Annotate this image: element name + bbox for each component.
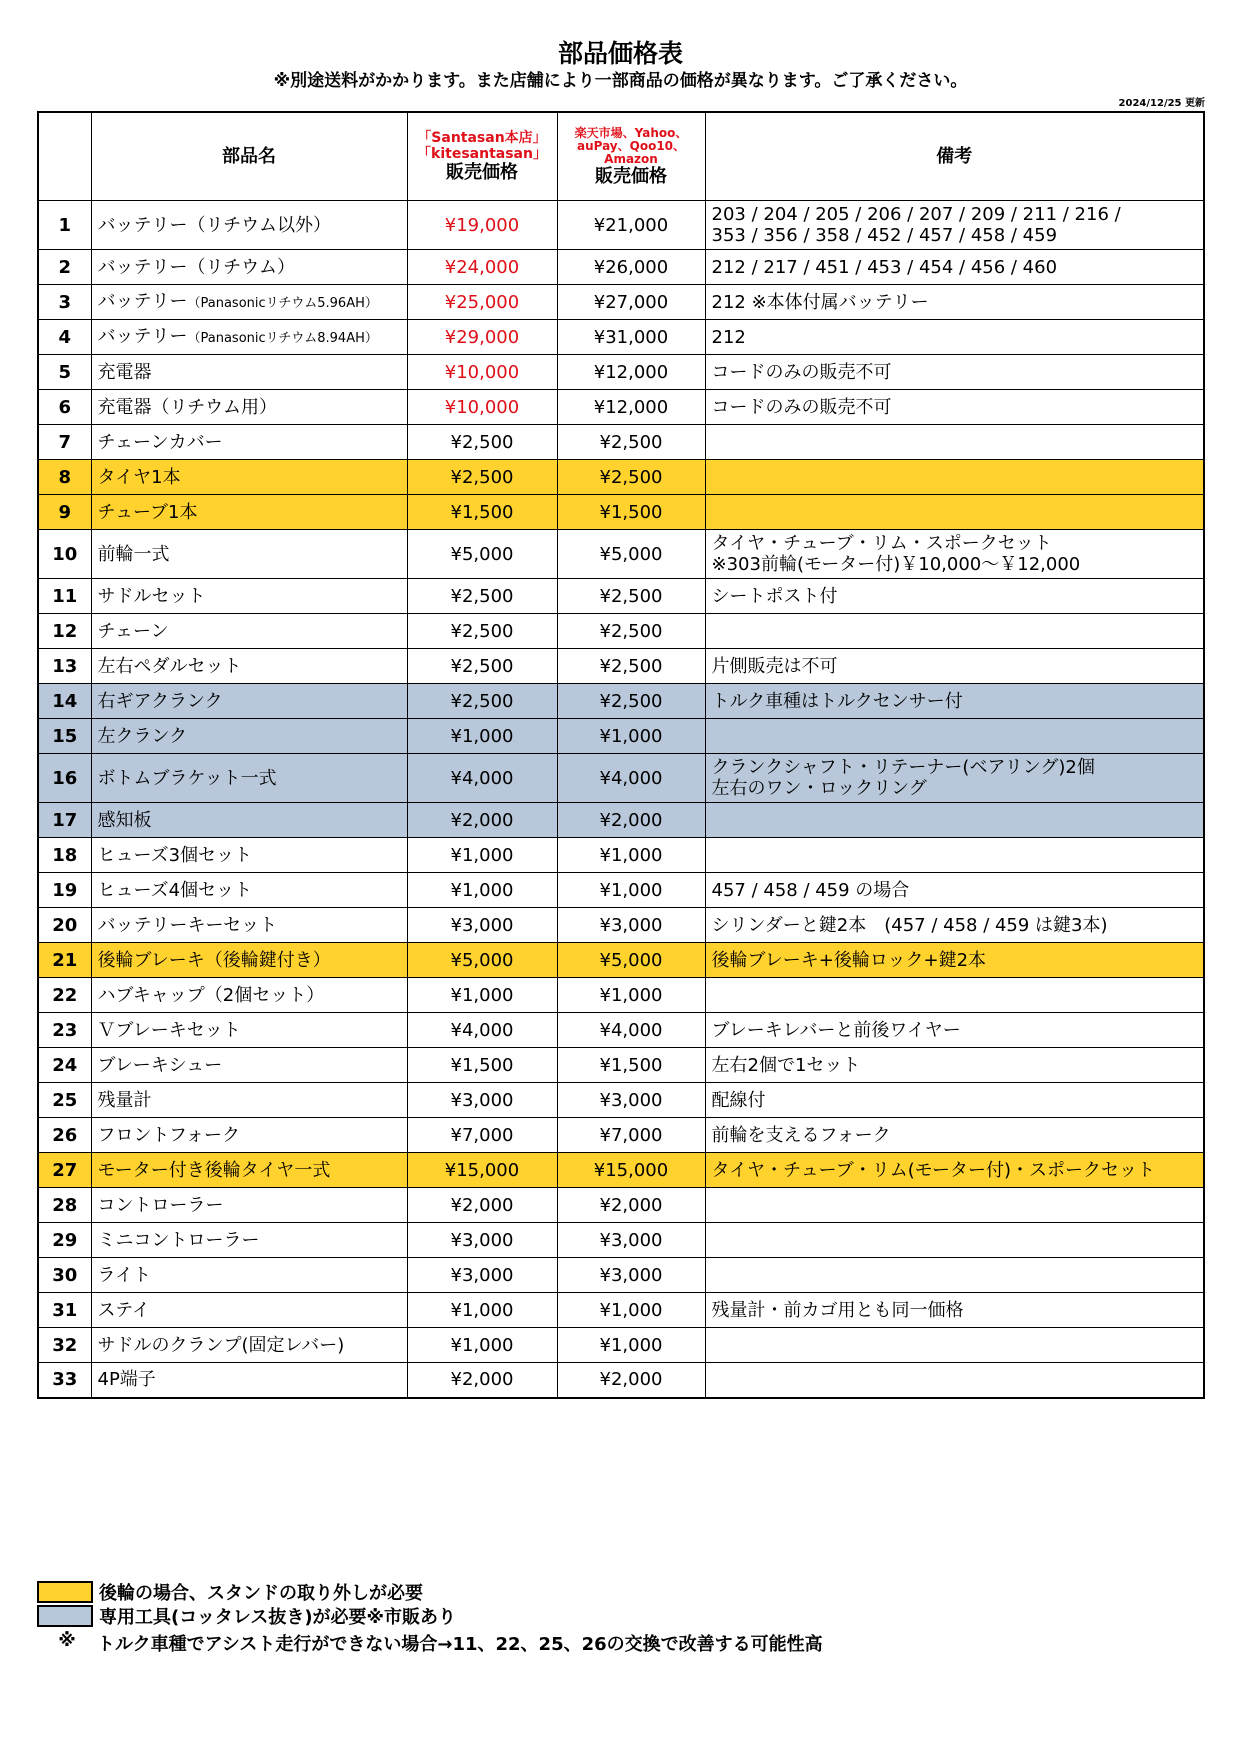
mall-price: ¥1,000 — [557, 978, 705, 1013]
part-name-detail: （Panasonicリチウム8.94AH） — [187, 330, 378, 346]
store-price: ¥10,000 — [407, 390, 557, 425]
part-name — [91, 1153, 407, 1188]
note-cell — [705, 1258, 1204, 1293]
note-cell — [705, 1013, 1204, 1048]
row-number: 20 — [38, 908, 91, 943]
part-name — [91, 495, 407, 530]
store-price: ¥24,000 — [407, 250, 557, 285]
note-line: ※303前輪(モーター付)￥10,000～￥12,000 — [711, 554, 1081, 575]
store-price: ¥1,500 — [407, 1048, 557, 1083]
part-name — [91, 649, 407, 684]
part-name-text: バッテリー — [97, 325, 188, 347]
table-row — [38, 908, 1204, 943]
mall-price: ¥3,000 — [557, 1258, 705, 1293]
part-name — [91, 1258, 407, 1293]
part-name — [91, 1048, 407, 1083]
note-cell — [705, 943, 1204, 978]
note-line: クランクシャフト・リテーナー(ベアリング)2個 — [711, 757, 1095, 778]
row-number: 9 — [38, 495, 91, 530]
table-row — [38, 1328, 1204, 1363]
note-line: 212 ※本体付属バッテリー — [711, 291, 929, 313]
note-line: シートポスト付 — [711, 585, 838, 607]
note-cell — [705, 1328, 1204, 1363]
note-cell — [705, 754, 1204, 803]
part-name-text: バッテリー — [97, 290, 188, 312]
row-number: 17 — [38, 803, 91, 838]
legend-note — [37, 1630, 823, 1656]
note-line: シリンダーと鍵2本 (457 / 458 / 459 は鍵3本) — [711, 914, 1108, 936]
store-price: ¥2,000 — [407, 1363, 557, 1398]
row-number: 3 — [38, 285, 91, 320]
part-name-text: 4P端子 — [97, 1369, 156, 1391]
row-number: 11 — [38, 579, 91, 614]
note-mark: ※ — [58, 1630, 76, 1651]
row-number: 22 — [38, 978, 91, 1013]
table-row — [38, 614, 1204, 649]
page-subtitle: ※別途送料がかかります。また店舗により一部商品の価格が異なります。ご了承ください。 — [273, 71, 968, 91]
table-row — [38, 390, 1204, 425]
header-mall-label: 販売価格 — [595, 165, 667, 187]
note-cell — [705, 614, 1204, 649]
note-cell — [705, 1083, 1204, 1118]
table-row — [38, 649, 1204, 684]
note-cell — [705, 1293, 1204, 1328]
table-row — [38, 201, 1204, 250]
price-table — [37, 111, 1205, 1399]
part-name — [91, 460, 407, 495]
part-name — [91, 530, 407, 579]
part-name-text: 右ギアクランク — [97, 690, 223, 712]
store-price: ¥1,500 — [407, 495, 557, 530]
note-cell — [705, 495, 1204, 530]
part-name — [91, 614, 407, 649]
part-name — [91, 1188, 407, 1223]
part-name-text: 感知板 — [97, 809, 152, 831]
part-name-text: 左右ペダルセット — [97, 655, 242, 677]
row-number: 31 — [38, 1293, 91, 1328]
part-name-text: ステイ — [97, 1299, 150, 1321]
part-name-text: ハブキャップ（2個セット） — [97, 984, 325, 1006]
header-mall-line2: auPay、Qoo10、 — [576, 138, 686, 153]
mall-price: ¥1,000 — [557, 1293, 705, 1328]
row-number: 29 — [38, 1223, 91, 1258]
legend-blue — [37, 1604, 823, 1628]
store-price: ¥1,000 — [407, 978, 557, 1013]
part-name — [91, 390, 407, 425]
note-line: 残量計・前カゴ用とも同一価格 — [711, 1299, 964, 1321]
mall-price: ¥5,000 — [557, 530, 705, 579]
table-row — [38, 803, 1204, 838]
part-name-text: ヒューズ4個セット — [97, 879, 253, 901]
part-name-text: ブレーキシュー — [97, 1054, 223, 1076]
part-name-detail: （Panasonicリチウム5.96AH） — [187, 295, 378, 311]
store-price: ¥2,500 — [407, 460, 557, 495]
page-title: 部品価格表 — [557, 39, 683, 68]
blue-swatch — [37, 1605, 93, 1627]
mall-price: ¥1,000 — [557, 719, 705, 754]
table-row — [38, 1083, 1204, 1118]
note-line: 457 / 458 / 459 の場合 — [711, 879, 910, 901]
header-mall-line3: Amazon — [604, 151, 658, 166]
part-name-text: 左クランク — [97, 725, 188, 747]
store-price: ¥1,000 — [407, 719, 557, 754]
header-store-price — [407, 112, 557, 201]
table-row — [38, 285, 1204, 320]
row-number: 1 — [38, 201, 91, 250]
part-name-text: ヒューズ3個セット — [97, 844, 253, 866]
part-name-text: 前輪一式 — [97, 543, 170, 565]
mall-price: ¥2,500 — [557, 425, 705, 460]
header-store-line2: 「kitesantasan」 — [417, 146, 547, 162]
note-cell — [705, 719, 1204, 754]
note-line: 212 / 217 / 451 / 453 / 454 / 456 / 460 — [711, 256, 1058, 278]
table-row — [38, 943, 1204, 978]
mall-price: ¥2,000 — [557, 1363, 705, 1398]
note-line: コードのみの販売不可 — [711, 396, 892, 418]
row-number: 4 — [38, 320, 91, 355]
part-name-text: チェーン — [97, 620, 169, 642]
header-name: 部品名 — [91, 112, 407, 201]
row-number: 27 — [38, 1153, 91, 1188]
header-note: 備考 — [705, 112, 1204, 201]
part-name — [91, 285, 407, 320]
note-text: トルク車種でアシスト走行ができない場合→11、22、25、26の交換で改善する可能性高 — [97, 1634, 823, 1655]
mall-price: ¥1,500 — [557, 495, 705, 530]
note-cell — [705, 460, 1204, 495]
part-name — [91, 719, 407, 754]
header-store-line1: 「Santasan本店」 — [417, 130, 547, 146]
note-line: トルク車種はトルクセンサー付 — [711, 690, 963, 712]
row-number: 6 — [38, 390, 91, 425]
part-name — [91, 838, 407, 873]
store-price: ¥1,000 — [407, 873, 557, 908]
mall-price: ¥2,000 — [557, 1188, 705, 1223]
store-price: ¥2,500 — [407, 649, 557, 684]
row-number: 19 — [38, 873, 91, 908]
mall-price: ¥1,000 — [557, 1328, 705, 1363]
note-cell — [705, 803, 1204, 838]
note-line: コードのみの販売不可 — [711, 361, 892, 383]
header-mall-price — [557, 112, 705, 201]
row-number: 32 — [38, 1328, 91, 1363]
updated-date: 2024/12/25 更新 — [1118, 98, 1205, 109]
row-number: 28 — [38, 1188, 91, 1223]
row-number: 24 — [38, 1048, 91, 1083]
part-name-text: チューブ1本 — [97, 501, 198, 523]
mall-price: ¥7,000 — [557, 1118, 705, 1153]
table-body — [38, 201, 1204, 1398]
note-cell — [705, 390, 1204, 425]
note-cell — [705, 1048, 1204, 1083]
table-row — [38, 495, 1204, 530]
part-name — [91, 201, 407, 250]
note-cell — [705, 838, 1204, 873]
table-row — [38, 579, 1204, 614]
store-price: ¥10,000 — [407, 355, 557, 390]
part-name — [91, 908, 407, 943]
part-name — [91, 1013, 407, 1048]
note-line: 203 / 204 / 205 / 206 / 207 / 209 / 211 / 216 / — [711, 204, 1121, 225]
note-line: 片側販売は不可 — [711, 655, 838, 677]
row-number: 33 — [38, 1363, 91, 1398]
part-name-text: 残量計 — [97, 1089, 152, 1111]
note-cell — [705, 1363, 1204, 1398]
legend — [37, 1580, 823, 1656]
note-line: 左右2個で1セット — [711, 1054, 861, 1076]
store-price: ¥2,500 — [407, 684, 557, 719]
row-number: 25 — [38, 1083, 91, 1118]
note-cell — [705, 1153, 1204, 1188]
note-line: 212 — [711, 326, 746, 348]
mall-price: ¥31,000 — [557, 320, 705, 355]
part-name-text: タイヤ1本 — [97, 466, 181, 488]
part-name-text: チェーンカバー — [97, 431, 223, 453]
part-name — [91, 1118, 407, 1153]
mall-price: ¥3,000 — [557, 1223, 705, 1258]
part-name — [91, 1328, 407, 1363]
store-price: ¥29,000 — [407, 320, 557, 355]
part-name — [91, 1083, 407, 1118]
part-name — [91, 1293, 407, 1328]
store-price: ¥2,500 — [407, 579, 557, 614]
mall-price: ¥15,000 — [557, 1153, 705, 1188]
row-number: 7 — [38, 425, 91, 460]
part-name — [91, 579, 407, 614]
note-cell — [705, 1118, 1204, 1153]
row-number: 18 — [38, 838, 91, 873]
table-row — [38, 250, 1204, 285]
note-cell — [705, 425, 1204, 460]
legend-yellow-text: 後輪の場合、スタンドの取り外しが必要 — [99, 1583, 423, 1604]
part-name-text: 充電器（リチウム用） — [97, 396, 277, 418]
mall-price: ¥2,500 — [557, 614, 705, 649]
part-name-text: バッテリーキーセット — [97, 914, 278, 936]
store-price: ¥3,000 — [407, 908, 557, 943]
legend-blue-text: 専用工具(コッタレス抜き)が必要※市販あり — [99, 1607, 457, 1628]
table-row — [38, 684, 1204, 719]
row-number: 30 — [38, 1258, 91, 1293]
store-price: ¥4,000 — [407, 754, 557, 803]
note-line: タイヤ・チューブ・リム・スポークセット — [711, 533, 1052, 554]
note-cell — [705, 1188, 1204, 1223]
mall-price: ¥1,000 — [557, 838, 705, 873]
row-number: 26 — [38, 1118, 91, 1153]
table-row — [38, 838, 1204, 873]
store-price: ¥2,000 — [407, 1188, 557, 1223]
mall-price: ¥2,000 — [557, 803, 705, 838]
store-price: ¥1,000 — [407, 1328, 557, 1363]
table-row — [38, 1223, 1204, 1258]
note-line: 左右のワン・ロックリング — [711, 778, 927, 799]
table-row — [38, 1363, 1204, 1398]
row-number: 5 — [38, 355, 91, 390]
note-cell — [705, 250, 1204, 285]
note-cell — [705, 320, 1204, 355]
part-name-text: ボトムブラケット一式 — [97, 767, 277, 789]
part-name — [91, 943, 407, 978]
row-number: 10 — [38, 530, 91, 579]
table-row — [38, 425, 1204, 460]
note-line: タイヤ・チューブ・リム(モーター付)・スポークセット — [711, 1159, 1156, 1181]
note-cell — [705, 873, 1204, 908]
row-number: 15 — [38, 719, 91, 754]
store-price: ¥19,000 — [407, 201, 557, 250]
mall-price: ¥12,000 — [557, 390, 705, 425]
note-cell — [705, 530, 1204, 579]
note-cell — [705, 201, 1204, 250]
part-name — [91, 684, 407, 719]
note-cell — [705, 285, 1204, 320]
mall-price: ¥4,000 — [557, 1013, 705, 1048]
mall-price: ¥2,500 — [557, 579, 705, 614]
store-price: ¥5,000 — [407, 530, 557, 579]
part-name-text: ライト — [97, 1264, 151, 1286]
row-number: 23 — [38, 1013, 91, 1048]
header-mall-line1: 楽天市場、Yahoo、 — [574, 125, 688, 140]
note-cell — [705, 579, 1204, 614]
store-price: ¥15,000 — [407, 1153, 557, 1188]
mall-price: ¥4,000 — [557, 754, 705, 803]
store-price: ¥3,000 — [407, 1223, 557, 1258]
mall-price: ¥5,000 — [557, 943, 705, 978]
mall-price: ¥3,000 — [557, 1083, 705, 1118]
row-number: 21 — [38, 943, 91, 978]
part-name-text: Ｖブレーキセット — [97, 1019, 241, 1041]
note-line: 前輪を支えるフォーク — [711, 1124, 891, 1146]
table-row — [38, 1153, 1204, 1188]
part-name-text: 後輪ブレーキ（後輪鍵付き） — [97, 949, 331, 971]
note-cell — [705, 1223, 1204, 1258]
table-row — [38, 873, 1204, 908]
table-row — [38, 530, 1204, 579]
table-row — [38, 1188, 1204, 1223]
part-name — [91, 1363, 407, 1398]
part-name-text: サドルのクランプ(固定レバー) — [97, 1334, 345, 1356]
mall-price: ¥12,000 — [557, 355, 705, 390]
store-price: ¥2,000 — [407, 803, 557, 838]
part-name — [91, 1223, 407, 1258]
note-cell — [705, 684, 1204, 719]
note-cell — [705, 978, 1204, 1013]
table-row — [38, 1013, 1204, 1048]
table-row — [38, 1118, 1204, 1153]
legend-yellow — [37, 1580, 823, 1604]
mall-price: ¥26,000 — [557, 250, 705, 285]
part-name — [91, 803, 407, 838]
part-name — [91, 320, 407, 355]
header-no — [38, 112, 91, 201]
row-number: 2 — [38, 250, 91, 285]
store-price: ¥2,500 — [407, 614, 557, 649]
part-name — [91, 355, 407, 390]
mall-price: ¥2,500 — [557, 684, 705, 719]
table-row — [38, 719, 1204, 754]
table-row — [38, 1258, 1204, 1293]
note-line: 配線付 — [711, 1089, 766, 1111]
table-row — [38, 355, 1204, 390]
store-price: ¥25,000 — [407, 285, 557, 320]
table-row — [38, 1293, 1204, 1328]
table-row — [38, 754, 1204, 803]
part-name-text: モーター付き後輪タイヤ一式 — [97, 1159, 331, 1181]
store-price: ¥2,500 — [407, 425, 557, 460]
part-name — [91, 754, 407, 803]
row-number: 8 — [38, 460, 91, 495]
store-price: ¥3,000 — [407, 1083, 557, 1118]
store-price: ¥5,000 — [407, 943, 557, 978]
table-header-row — [38, 112, 1204, 201]
part-name — [91, 250, 407, 285]
note-cell — [705, 355, 1204, 390]
part-name — [91, 978, 407, 1013]
note-line: 後輪ブレーキ+後輪ロック+鍵2本 — [711, 949, 987, 971]
mall-price: ¥2,500 — [557, 460, 705, 495]
part-name-text: バッテリー（リチウム以外） — [97, 214, 331, 236]
part-name-text: コントローラー — [97, 1194, 224, 1216]
table-row — [38, 460, 1204, 495]
row-number: 13 — [38, 649, 91, 684]
store-price: ¥1,000 — [407, 838, 557, 873]
mall-price: ¥1,500 — [557, 1048, 705, 1083]
part-name-text: サドルセット — [97, 585, 206, 607]
mall-price: ¥27,000 — [557, 285, 705, 320]
part-name-text: ミニコントローラー — [97, 1229, 260, 1251]
part-name — [91, 425, 407, 460]
note-cell — [705, 908, 1204, 943]
header-store-label: 販売価格 — [446, 162, 518, 183]
row-number: 14 — [38, 684, 91, 719]
note-line: 353 / 356 / 358 / 452 / 457 / 458 / 459 — [711, 225, 1058, 246]
store-price: ¥3,000 — [407, 1258, 557, 1293]
part-name-text: 充電器 — [97, 361, 152, 383]
table-row — [38, 978, 1204, 1013]
note-cell — [705, 649, 1204, 684]
table-row — [38, 1048, 1204, 1083]
row-number: 16 — [38, 754, 91, 803]
store-price: ¥4,000 — [407, 1013, 557, 1048]
store-price: ¥1,000 — [407, 1293, 557, 1328]
note-line: ブレーキレバーと前後ワイヤー — [711, 1019, 961, 1041]
mall-price: ¥3,000 — [557, 908, 705, 943]
mall-price: ¥2,500 — [557, 649, 705, 684]
yellow-swatch — [37, 1581, 93, 1603]
mall-price: ¥1,000 — [557, 873, 705, 908]
part-name-text: バッテリー（リチウム） — [97, 256, 295, 278]
part-name-text: フロントフォーク — [97, 1124, 241, 1146]
mall-price: ¥21,000 — [557, 201, 705, 250]
table-row — [38, 320, 1204, 355]
part-name — [91, 873, 407, 908]
row-number: 12 — [38, 614, 91, 649]
store-price: ¥7,000 — [407, 1118, 557, 1153]
